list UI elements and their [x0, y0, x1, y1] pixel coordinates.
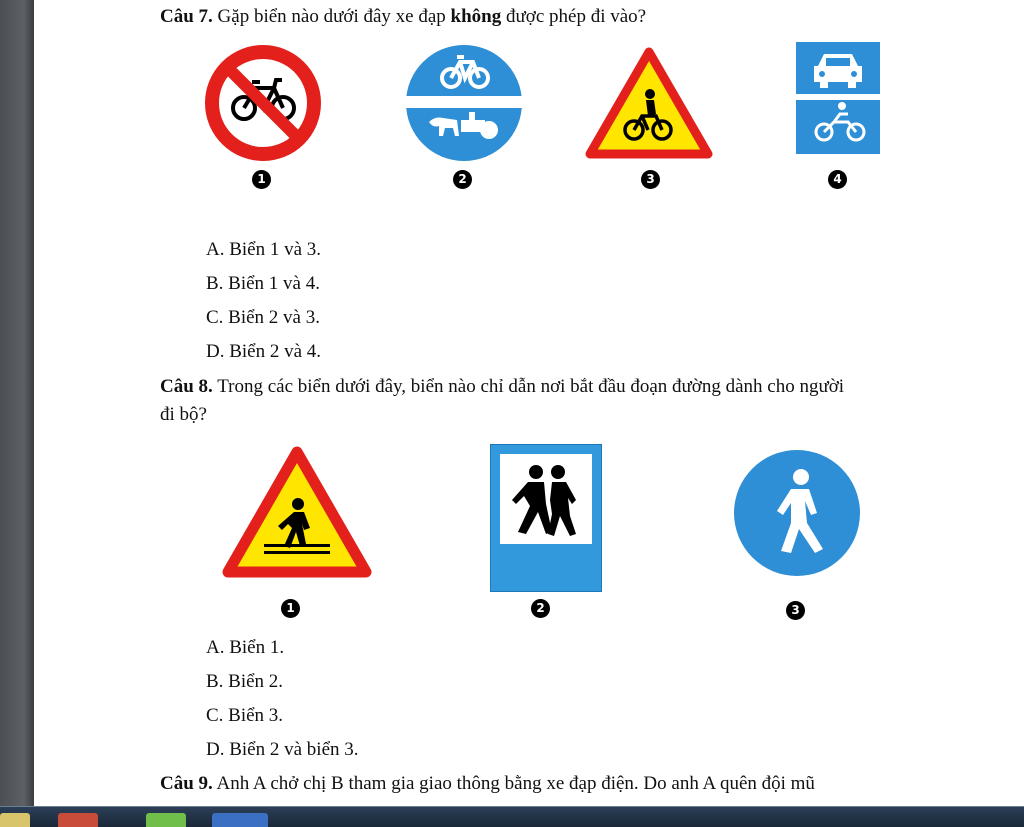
no-bicycle-sign-icon [204, 44, 322, 162]
q8-option-d[interactable]: D. Biển 2 và biển 3. [206, 739, 359, 760]
q8-option-c[interactable]: C. Biển 3. [206, 705, 284, 726]
q7-question: Câu 7. Gặp biển nào dưới đây xe đạp không được phép đi vào? [160, 6, 647, 27]
q7-option-c[interactable]: C. Biển 2 và 3. [206, 307, 320, 328]
pedestrian-path-sign-icon [733, 449, 861, 577]
q9-question: Câu 9. Anh A chở chị B tham gia giao thông bằng xe đạp điện. Do anh A quên đội mũ [160, 773, 815, 794]
taskbar [0, 806, 1024, 827]
q8-sign-number-1: 1 [281, 599, 300, 618]
q7-option-a[interactable]: A. Biển 1 và 3. [206, 239, 322, 260]
cyclist-warning-sign-icon [584, 44, 714, 162]
q7-sign-number-3: 3 [641, 170, 660, 189]
taskbar-folder-icon[interactable] [0, 813, 30, 827]
taskbar-word-icon[interactable] [212, 813, 268, 827]
pedestrian-crossing-warning-sign-icon [220, 444, 374, 580]
window-left-edge [0, 0, 34, 806]
bicycle-cart-lane-sign-icon [405, 44, 523, 162]
taskbar-app-icon[interactable] [58, 813, 98, 827]
children-pedestrian-sign-icon [490, 444, 602, 592]
q8-option-b[interactable]: B. Biển 2. [206, 671, 284, 692]
q8-question-line2: đi bộ? [160, 404, 207, 425]
q8-sign-number-3: 3 [786, 601, 805, 620]
q7-option-b[interactable]: B. Biển 1 và 4. [206, 273, 320, 294]
q7-sign-number-4: 4 [828, 170, 847, 189]
q8-option-a[interactable]: A. Biển 1. [206, 637, 285, 658]
q7-option-d[interactable]: D. Biển 2 và 4. [206, 341, 322, 362]
q8-question-line1: Câu 8. Trong các biển dưới đây, biển nào chỉ dẫn nơi bắt đầu đoạn đường dành cho người [160, 376, 845, 397]
car-motorcycle-lane-sign-icon [796, 42, 880, 154]
q8-sign-number-2: 2 [531, 599, 550, 618]
q7-sign-number-2: 2 [453, 170, 472, 189]
document-page [34, 0, 1024, 806]
q7-sign-number-1: 1 [252, 170, 271, 189]
taskbar-browser-icon[interactable] [146, 813, 186, 827]
